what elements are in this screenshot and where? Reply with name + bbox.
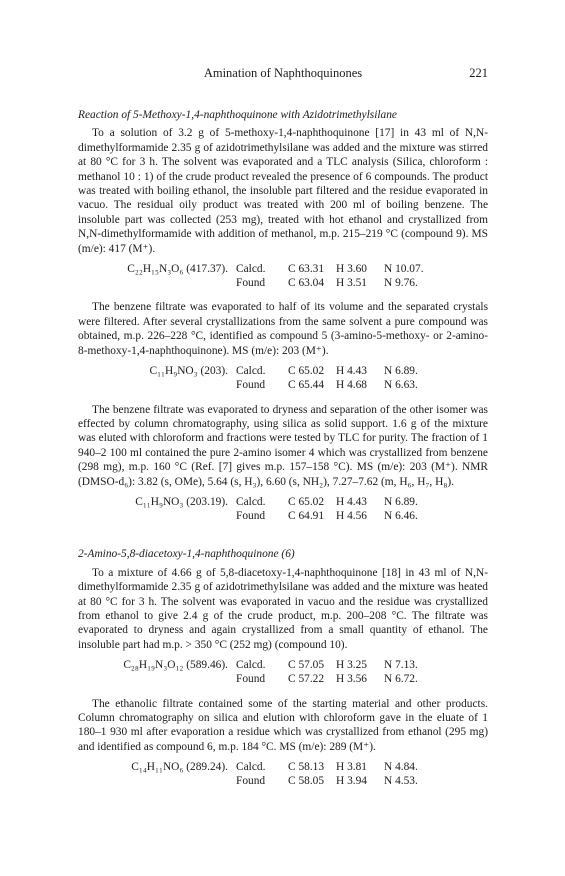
calcd-carbon: C 63.31	[288, 263, 325, 276]
found-hydrogen: H 3.94	[336, 775, 368, 788]
section-heading-methoxy-reaction: Reaction of 5-Methoxy-1,4-naphthoquinone with Azidotrimethylsilane	[78, 109, 397, 121]
calcd-nitrogen: N 6.89.	[384, 365, 418, 378]
found-carbon: C 58.05	[288, 775, 325, 788]
calcd-nitrogen: N 10.07.	[384, 263, 424, 276]
paragraph-methoxy-procedure: To a solution of 3.2 g of 5-methoxy-1,4-naphthoquinone [17] in 43 ml of N,N-dimethylformamide 2.35 g of azidotrimethylsilane was added and the mixture was stirred at 80 °C for 3 h. The solvent was evaporated and a TLC analysis (Silica, chloroform : methanol 10 : 1) of the crude product revealed the presence of 6 compounds. The product was treated with boiling ethanol, the insoluble part filtered and the residue evaporated in vacuo. The residual oily product was treated with 200 ml of boiling benzene. The insoluble part was collected (253 mg), treated with hot ethanol and crystallized from N,N-dimethylformamide with addition of methanol, m.p. 215–219 °C (compound 9). MS (m/e): 417 (M⁺).	[78, 127, 488, 255]
calcd-row	[78, 658, 488, 672]
running-title: Amination of Naphthoquinones	[203, 66, 363, 80]
molecular-formula: C₁₁H₉NO₃ (203).	[149, 365, 228, 378]
molecular-formula: C₁₁H₉NO₃ (203.19).	[135, 495, 228, 508]
found-nitrogen: N 4.53.	[384, 775, 418, 788]
calcd-row	[78, 495, 488, 509]
found-label: Found	[236, 775, 266, 788]
calcd-label: Calcd.	[236, 263, 266, 276]
calcd-row	[78, 262, 488, 276]
found-label: Found	[236, 277, 266, 290]
section-heading-diacetoxy: 2-Amino-5,8-diacetoxy-1,4-naphthoquinone (6)	[78, 548, 295, 561]
found-carbon: C 57.22	[288, 673, 325, 686]
calcd-label: Calcd.	[236, 495, 266, 508]
elemental-analysis-compound-5	[78, 364, 488, 392]
molecular-formula: C₂₈H₁₉N₃O₁₂ (589.46).	[123, 659, 228, 672]
found-row	[78, 509, 488, 523]
found-label: Found	[236, 510, 266, 523]
elemental-analysis-compound-6	[78, 760, 488, 788]
elemental-analysis-compound-4	[78, 495, 488, 523]
calcd-nitrogen: N 4.84.	[384, 761, 418, 774]
calcd-hydrogen: H 4.43	[336, 495, 368, 508]
paragraph-ethanolic-filtrate: The ethanolic filtrate contained some of the starting material and other products. Column chromatography on silica and elution with chloroform gave in the eluate of 1 180–1 930 ml after evaporation a residue which was crystallized from ethanol (295 mg) and identified as compound 6, m.p. 184 °C. MS (m/e): 289 (M⁺).	[78, 697, 488, 753]
molecular-formula: C₁₄H₁₁NO₆ (289.24).	[131, 761, 228, 774]
calcd-hydrogen: H 3.81	[336, 761, 368, 774]
calcd-nitrogen: N 6.89.	[384, 495, 418, 508]
calcd-carbon: C 65.02	[288, 495, 325, 508]
calcd-hydrogen: H 3.25	[336, 659, 368, 672]
found-nitrogen: N 6.72.	[384, 673, 418, 686]
found-row	[78, 672, 488, 686]
elemental-analysis-compound-10	[78, 658, 488, 686]
found-hydrogen: H 4.68	[336, 379, 368, 392]
paragraph-benzene-filtrate-crystals: The benzene filtrate was evaporated to half of its volume and the separated crystals were filtered. After several crystallizations from the same solvent a pure compound was obtained, m.p. 226–228 °C, identified as compound 5 (3-amino-5-methoxy- or 2-amino-8-methoxy-1,4-naphthoquinone). MS (m/e): 203 (M⁺).	[78, 301, 488, 357]
found-hydrogen: H 3.56	[336, 673, 368, 686]
found-nitrogen: N 6.63.	[384, 379, 418, 392]
calcd-label: Calcd.	[236, 659, 266, 672]
article-body	[78, 108, 488, 799]
found-label: Found	[236, 379, 266, 392]
molecular-formula: C₂₂H₁₅N₃O₆ (417.37).	[127, 263, 228, 276]
found-row	[78, 378, 488, 392]
calcd-hydrogen: H 3.60	[336, 263, 368, 276]
calcd-hydrogen: H 4.43	[336, 365, 368, 378]
calcd-label: Calcd.	[236, 365, 266, 378]
calcd-carbon: C 58.13	[288, 761, 325, 774]
found-nitrogen: N 9.76.	[384, 277, 418, 290]
found-row	[78, 774, 488, 788]
calcd-row	[78, 364, 488, 378]
found-carbon: C 63.04	[288, 277, 325, 290]
page-number: 221	[469, 66, 488, 80]
calcd-row	[78, 760, 488, 774]
calcd-carbon: C 65.02	[288, 365, 325, 378]
found-carbon: C 64.91	[288, 510, 325, 523]
paragraph-diacetoxy-procedure: To a mixture of 4.66 g of 5,8-diacetoxy-1,4-naphthoquinone [18] in 43 ml of N,N-dimethylformamide 2.35 g of azidotrimethylsilane was added and the mixture was heated at 80 °C for 3 h. The solvent was evaporated in vacuo and the residue was crystallized from ethanol to give 2.4 g of the crude product, m.p. 200–208 °C. The filtrate was evaporated to dryness and again crystallized from a small quantity of ethanol. The insoluble part had m.p. > 350 °C (252 mg) (compound 10).	[78, 566, 488, 651]
elemental-analysis-compound-9	[78, 262, 488, 290]
calcd-carbon: C 57.05	[288, 659, 325, 672]
found-nitrogen: N 6.46.	[384, 510, 418, 523]
found-carbon: C 65.44	[288, 379, 325, 392]
calcd-nitrogen: N 7.13.	[384, 659, 418, 672]
found-hydrogen: H 4.56	[336, 510, 368, 523]
paragraph-column-chromatography: The benzene filtrate was evaporated to dryness and separation of the other isomer was effected by column chromatography, using silica as solid support. 1.6 g of the mixture was eluted with chloroform and fractions were tested by TLC for purity. The fraction of 1 940–2 100 ml contained the pure 2-amino isomer 4 which was crystallized from benzene (298 mg), m.p. 160 °C (Ref. [7] gives m.p. 157–158 °C). MS (m/e): 203 (M⁺). NMR (DMSO-d₆): 3.82 (s, OMe), 5.64 (s, H₃), 6.60 (s, NH₂), 7.27–7.62 (m, H₆, H₇, H₈).	[78, 403, 488, 488]
found-row	[78, 276, 488, 290]
found-hydrogen: H 3.51	[336, 277, 368, 290]
found-label: Found	[236, 673, 266, 686]
calcd-label: Calcd.	[236, 761, 266, 774]
